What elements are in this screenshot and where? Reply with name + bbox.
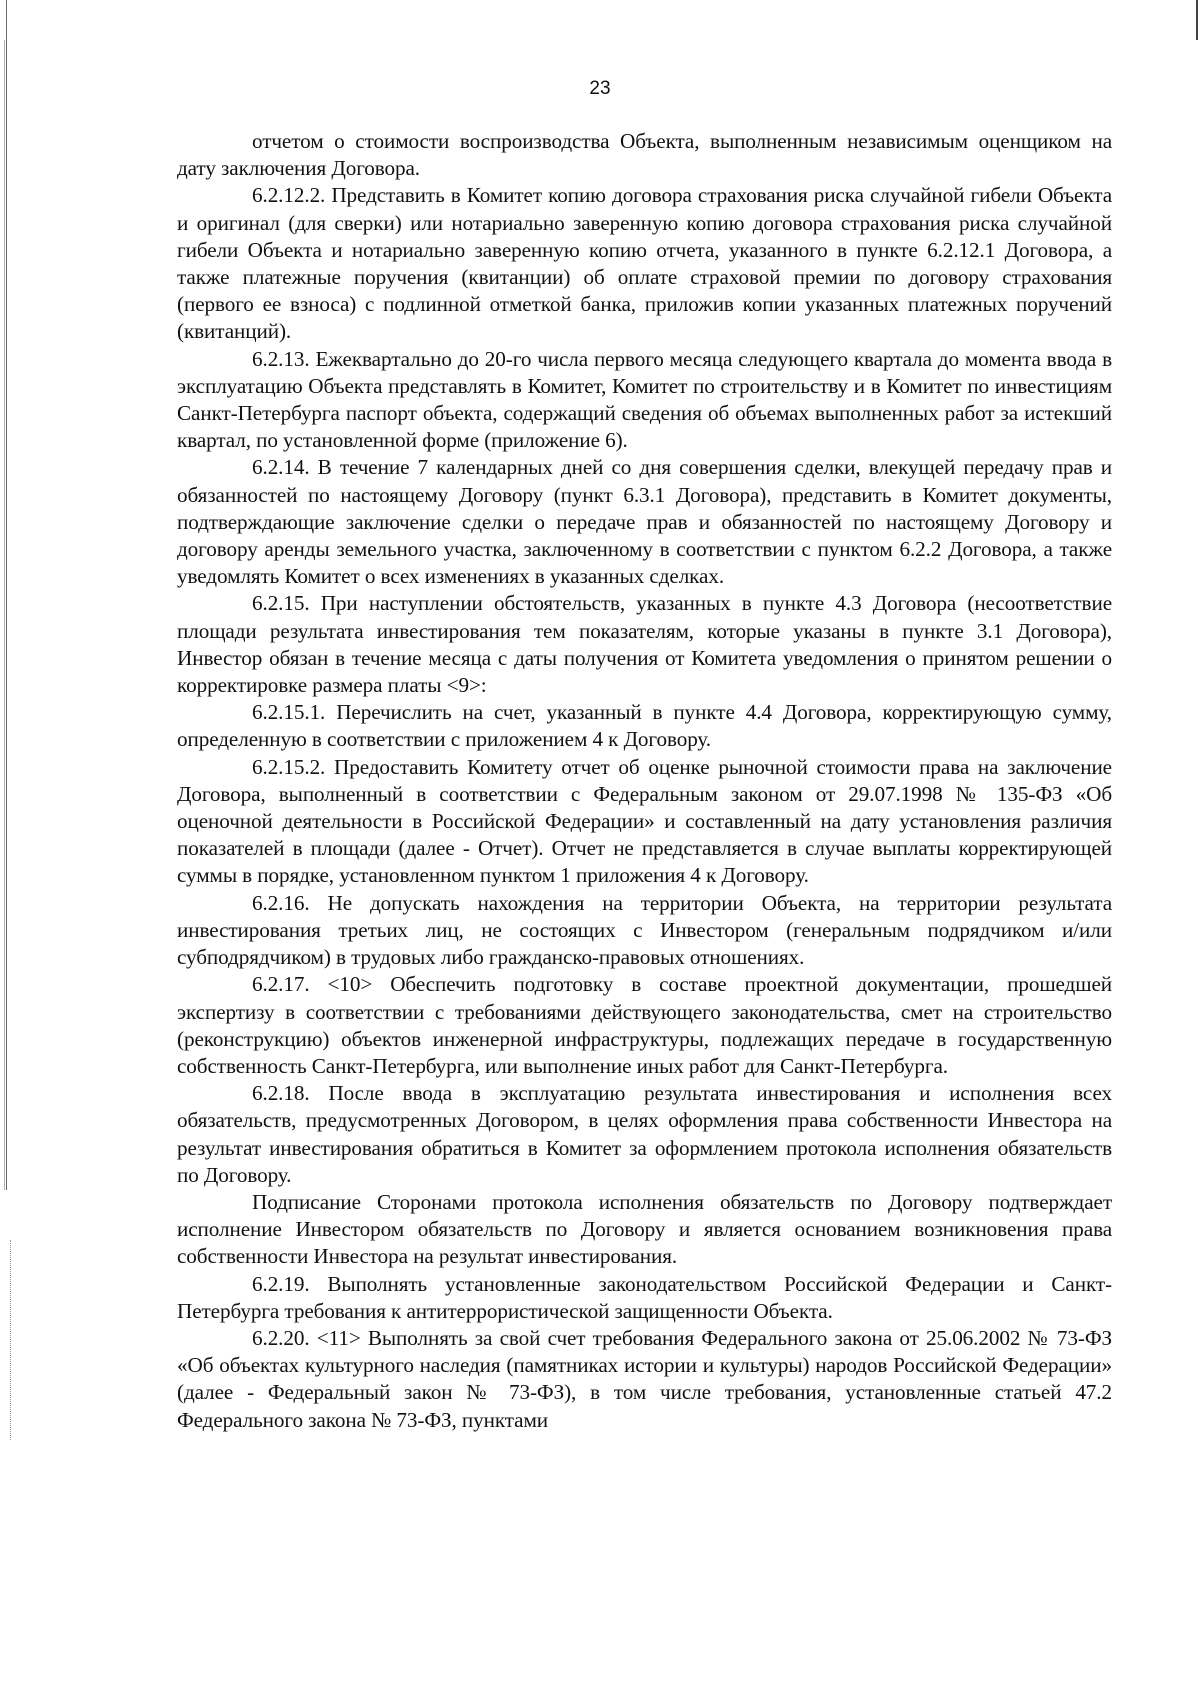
paragraph-signing: Подписание Сторонами протокола исполнения обязательств по Договору подтверждает исполнение Инвестором обязательств по Договору и является основанием возникновения права собственности Инвестора на результат инвестирования. <box>177 1189 1112 1269</box>
paragraph-6-2-20: 6.2.20. <11> Выполнять за свой счет требования Федерального закона от 25.06.2002 № 73-ФЗ «Об объектах культурного наследия (памятниках истории и культуры) народов Российской Федерации» (далее - Федеральный закон № 73-ФЗ), в том числе требования, установленные статьей 47.2 Федерального закона № 73-ФЗ, пунктами <box>177 1325 1112 1432</box>
scan-edge-left <box>6 0 7 1190</box>
paragraph-6-2-14: 6.2.14. В течение 7 календарных дней со дня совершения сделки, влекущей передачу прав и обязанностей по настоящему Договору (пункт 6.3.1 Договора), представить в Комитет документы, подтверждающие заключение сделки о передаче прав и обязанностей по настоящему Договору и договору аренды земельного участка, заключенному в соответствии с пунктом 6.2.2 Договора, а также уведомлять Комитет о всех изменениях в указанных сделках. <box>177 455 1112 589</box>
paragraph-6-2-13: 6.2.13. Ежеквартально до 20-го числа первого месяца следующего квартала до момента ввода в эксплуатацию Объекта представлять в Комитет, Комитет по строительству и в Комитет по инвестициям Санкт-Петербурга паспорт объекта, содержащий сведения об объемах выполненных работ за истекший квартал, по установленной форме (приложение 6). <box>177 346 1112 453</box>
paragraph-6-2-19: 6.2.19. Выполнять установленные законодательством Российской Федерации и Санкт-Петербурга требования к антитеррористической защищенности Объекта. <box>177 1271 1112 1323</box>
document-body <box>177 128 1112 1434</box>
paragraph-6-2-12-2: 6.2.12.2. Представить в Комитет копию договора страхования риска случайной гибели Объекта и оригинал (для сверки) или нотариально заверенную копию договора страхования риска случайной гибели Объекта и нотариально заверенную копию отчета, указанного в пункте 6.2.12.1 Договора, а также платежные поручения (квитанции) об оплате страховой премии по договору страхования (первого ее взноса) с подлинной отметкой банка, приложив копии указанных платежных поручений (квитанций). <box>177 183 1112 344</box>
paragraph-6-2-15-2: 6.2.15.2. Предоставить Комитету отчет об оценке рыночной стоимости права на заключение Договора, выполненный в соответствии с Федеральным законом от 29.07.1998 № 135-ФЗ «Об оценочной деятельности в Российской Федерации» и составленный на дату установления различия показателей в площади (далее - Отчет). Отчет не представляется в случае выплаты корректирующей суммы в порядке, установленном пунктом 1 приложения 4 к Договору. <box>177 754 1112 888</box>
page-number: 23 <box>589 78 611 99</box>
paragraph-6-2-17: 6.2.17. <10> Обеспечить подготовку в составе проектной документации, прошедшей экспертизу в соответствии с требованиями действующего законодательства, смет на строительство (реконструкцию) объектов инженерной инфраструктуры, подлежащих передаче в государственную собственность Санкт-Петербурга, или выполнение иных работ для Санкт-Петербурга. <box>177 972 1112 1078</box>
scan-edge-left-secondary <box>4 40 5 1190</box>
scan-edge-right <box>1196 0 1198 40</box>
paragraph-6-2-18: 6.2.18. После ввода в эксплуатацию результата инвестирования и исполнения всех обязательств, предусмотренных Договором, в целях оформления права собственности Инвестора на результат инвестирования обратиться в Комитет за оформлением протокола исполнения обязательств по Договору. <box>177 1081 1112 1187</box>
paragraph-6-2-15: 6.2.15. При наступлении обстоятельств, указанных в пункте 4.3 Договора (несоответствие площади результата инвестирования тем показателям, которые указаны в пункте 3.1 Договора), Инвестор обязан в течение месяца с даты получения от Комитета уведомления о принятом решении о корректировке размера платы <9>: <box>177 591 1112 698</box>
paragraph-6-2-15-1: 6.2.15.1. Перечислить на счет, указанный в пункте 4.4 Договора, корректирующую сумму, определенную в соответствии с приложением 4 к Договору. <box>177 700 1112 752</box>
paragraph-continuation: отчетом о стоимости воспроизводства Объекта, выполненным независимым оценщиком на дату заключения Договора. <box>177 129 1112 181</box>
scan-dotted-mark <box>10 1240 12 1440</box>
paragraph-6-2-16: 6.2.16. Не допускать нахождения на территории Объекта, на территории результата инвестирования третьих лиц, не состоящих с Инвестором (генеральным подрядчиком и/или субподрядчиком) в трудовых либо гражданско-правовых отношениях. <box>177 890 1112 970</box>
